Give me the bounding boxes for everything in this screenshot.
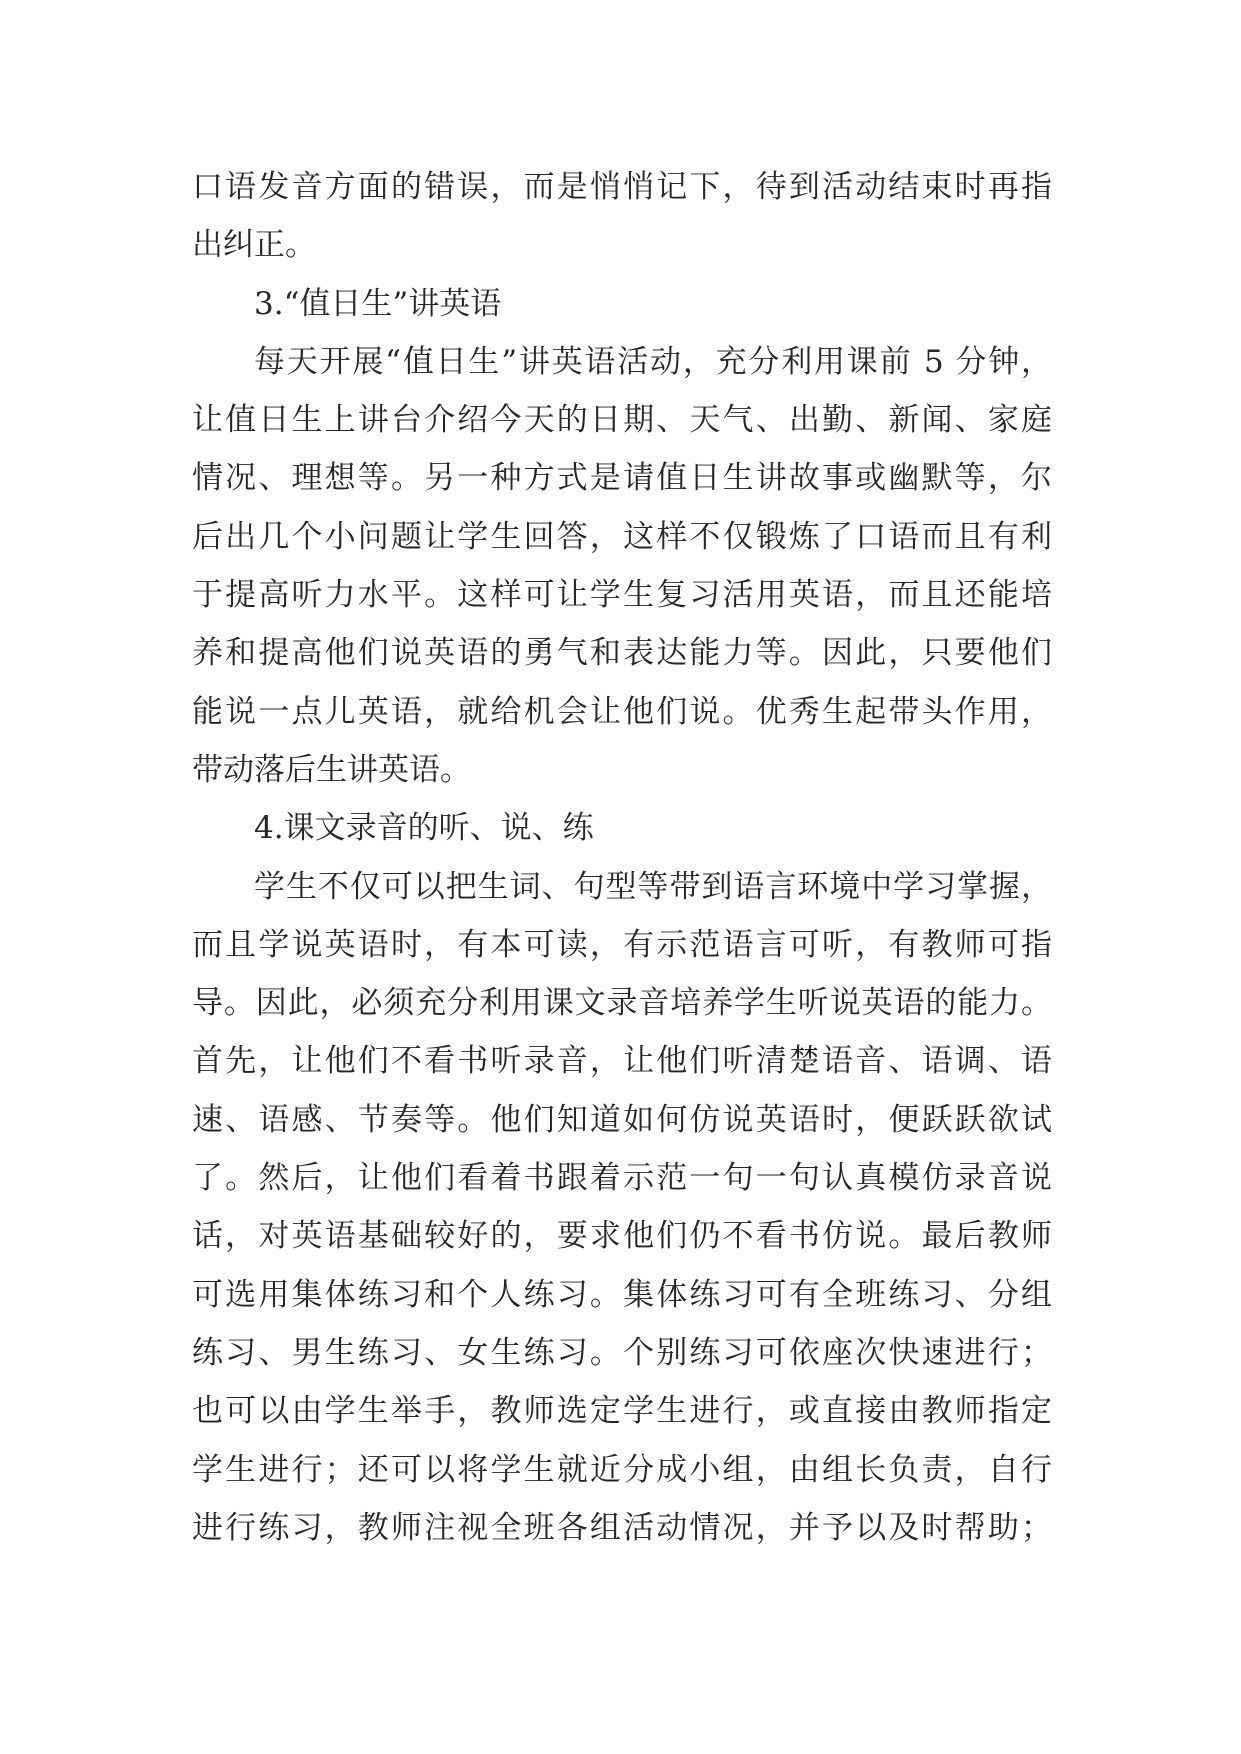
text-line: 养和提高他们说英语的勇气和表达能力等。因此，只要他们 (192, 635, 1052, 672)
text-line: 让值日生上讲台介绍今天的日期、天气、出勤、新闻、家庭 (192, 402, 1052, 439)
text-line: 于提高听力水平。这样可让学生复习活用英语，而且还能培 (192, 577, 1052, 614)
text-line: 了。然后，让他们看着书跟着示范一句一句认真模仿录音说 (192, 1160, 1052, 1197)
text-line: 带动落后生讲英语。 (192, 751, 471, 788)
text-line: 出纠正。 (192, 227, 316, 264)
section-heading: 3.“值日生”讲英语 (254, 285, 502, 322)
text-line: 学生不仅可以把生词、句型等带到语言环境中学习掌握， (254, 868, 1052, 905)
text-line: 练习、男生练习、女生练习。个别练习可依座次快速进行； (192, 1334, 1052, 1371)
text-line: 情况、理想等。另一种方式是请值日生讲故事或幽默等，尔 (192, 460, 1052, 497)
text-line: 可选用集体练习和个人练习。集体练习可有全班练习、分组 (192, 1276, 1052, 1313)
text-line: 速、语感、节奏等。他们知道如何仿说英语时，便跃跃欲试 (192, 1101, 1052, 1138)
text-line: 也可以由学生举手，教师选定学生进行，或直接由教师指定 (192, 1393, 1052, 1430)
section-heading: 4.课文录音的听、说、练 (254, 810, 594, 847)
text-line: 话，对英语基础较好的，要求他们仍不看书仿说。最后教师 (192, 1218, 1052, 1255)
text-line: 口语发音方面的错误，而是悄悄记下，待到活动结束时再指 (192, 169, 1052, 205)
document-body (192, 158, 1052, 1557)
text-line: 学生进行；还可以将学生就近分成小组，由组长负责，自行 (192, 1451, 1052, 1488)
text-line: 每天开展“值日生”讲英语活动，充分利用课前 5 分钟， (254, 343, 1052, 380)
text-line: 能说一点儿英语，就给机会让他们说。优秀生起带头作用， (192, 693, 1052, 730)
text-line: 后出几个小问题让学生回答，这样不仅锻炼了口语而且有利 (192, 518, 1052, 555)
text-line: 而且学说英语时，有本可读，有示范语言可听，有教师可指 (192, 926, 1052, 963)
text-line: 首先，让他们不看书听录音，让他们听清楚语音、语调、语 (192, 1043, 1052, 1080)
text-line: 导。因此，必须充分利用课文录音培养学生听说英语的能力。 (192, 985, 1052, 1022)
text-line: 进行练习，教师注视全班各组活动情况，并予以及时帮助； (192, 1509, 1052, 1546)
